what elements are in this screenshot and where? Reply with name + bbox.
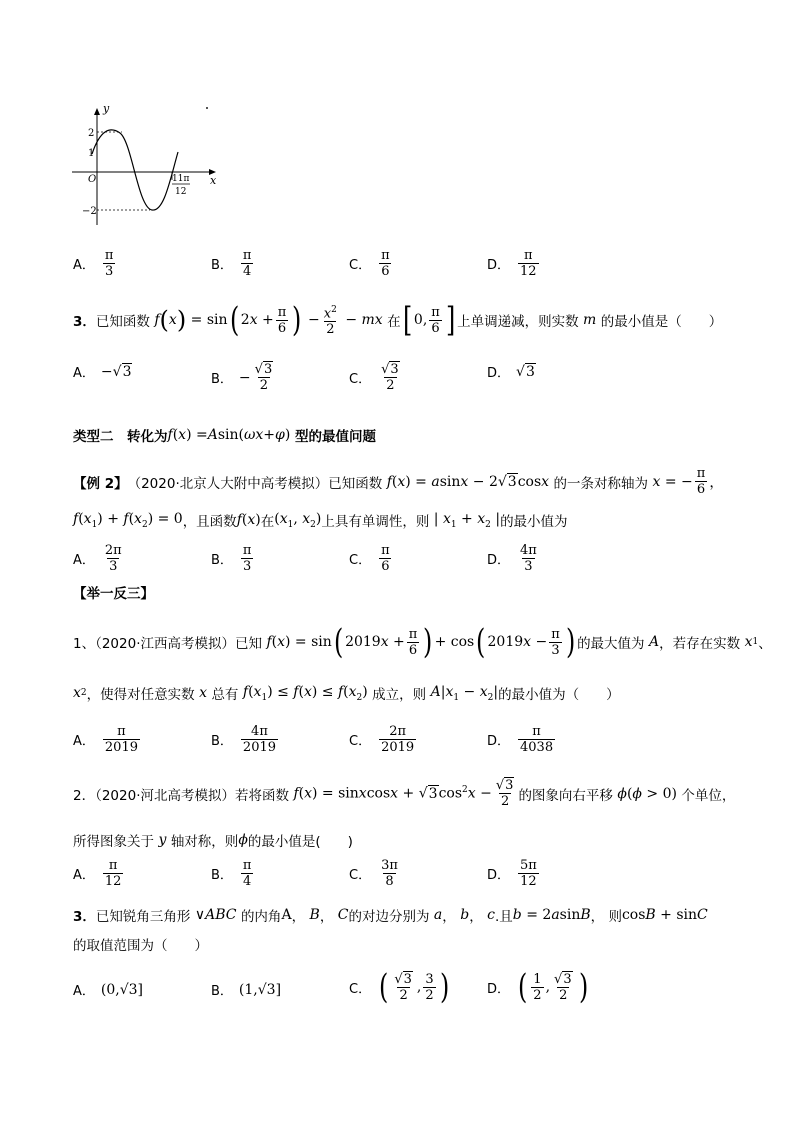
practice3-option-a[interactable]: A． (0,√3] bbox=[73, 981, 144, 999]
practice2-option-b[interactable]: B． $\frac{\pi}{4}$ bbox=[211, 858, 252, 889]
q3-stem: 3． 已知函数 f ( x ) = sin ( 2x + $\frac{\pi}{6}$ ) − $\frac{x^2}{2}$ − mx 在 [ 0, $\frac{\pi}{6}$ ] 上单调递减，则实数 m 的最小值是（ ） bbox=[73, 300, 723, 341]
q3-option-b[interactable]: B． − $\frac{√3}{2}$ bbox=[211, 362, 273, 393]
practice3-option-c[interactable]: C． ( $\frac{√3}{2}$ , $\frac{3}{2}$ ) bbox=[349, 967, 449, 1007]
practice3-option-d[interactable]: D． ( $\frac{1}{2}$ , $\frac{√3}{2}$ ) bbox=[487, 967, 588, 1007]
practice3-stem-line2: 的取值范围为（ ） bbox=[73, 938, 208, 954]
example2-stem-line2: $f(x_1) + f(x_2) = 0$ ，且函数 f(x) 在 ($x_1$, $x_2$) 上具有单调性，则 | $x_1 + x_2$ | 的最小值为 bbox=[73, 510, 568, 530]
practice1-option-d[interactable]: D． $\frac{\pi}{4038}$ bbox=[487, 724, 554, 755]
tick-neg2: −2 bbox=[82, 206, 97, 217]
example2-option-d[interactable]: D． $\frac{4\pi}{3}$ bbox=[487, 543, 537, 574]
origin-label: O bbox=[88, 174, 97, 185]
practice2-option-c[interactable]: C． $\frac{3\pi}{8}$ bbox=[349, 858, 398, 889]
practice2-option-d[interactable]: D． $\frac{5\pi}{12}$ bbox=[487, 858, 537, 889]
practice2-stem-line1: 2．（2020·河北高考模拟）若将函数 f(x) = sinxcosx + $√3\cos^2x$ − $\frac{√3}{2}$ 的图象向右平移 ϕ(ϕ > 0) 个单位， bbox=[73, 778, 736, 809]
practice1-option-c[interactable]: C． $\frac{2\pi}{2019}$ bbox=[349, 724, 415, 755]
tick-x-den: 12 bbox=[175, 187, 187, 197]
section-heading-type2: 类型二 转化为 f ( x ) = A sin( ωx + φ ) 型的最值问题 bbox=[73, 427, 377, 445]
q2-option-c[interactable]: C． $\frac{\pi}{6}$ bbox=[349, 248, 390, 279]
q3-option-d[interactable]: D． √3 bbox=[487, 363, 535, 381]
example2-option-a[interactable]: A． $\frac{2\pi}{3}$ bbox=[73, 543, 122, 574]
example2-option-c[interactable]: C． $\frac{\pi}{6}$ bbox=[349, 543, 390, 574]
tick-x-num: 11π bbox=[172, 174, 190, 184]
sine-graph bbox=[70, 100, 230, 230]
sine-curve bbox=[92, 130, 178, 210]
example2-stem-line1: 【例 2】 （2020·北京人大附中高考模拟）已知函数 f(x) = asinx − 2√3cosx 的一条对称轴为 x = − $\frac{\pi}{6}$ ， bbox=[73, 466, 724, 497]
y-axis-arrow bbox=[94, 108, 100, 115]
x-axis-label: x bbox=[210, 174, 217, 187]
section-heading-practice: 【举一反三】 bbox=[73, 586, 154, 602]
practice1-stem-line2: x 2 ，使得对任意实数 x 总有 $f(x_1) \le f(x) \le f(x_2)$ 成立，则 $A|x_1 - x_2|$ 的最小值为（ ） bbox=[73, 683, 620, 703]
q3-option-a[interactable]: A． −√3 bbox=[73, 363, 132, 381]
tick-1: 1 bbox=[88, 148, 95, 159]
y-axis-label: y bbox=[103, 102, 110, 115]
practice2-option-a[interactable]: A． $\frac{\pi}{12}$ bbox=[73, 858, 122, 889]
q3-option-c[interactable]: C． $\frac{√3}{2}$ bbox=[349, 362, 399, 393]
practice3-stem-line1: 3． 已知锐角三角形 ∨ABC 的内角 A ， B ， C 的对边分别为 a ， b ， c .且 b = 2asinB ， 则 cosB + sinC bbox=[73, 907, 708, 925]
practice1-option-a[interactable]: A． $\frac{\pi}{2019}$ bbox=[73, 724, 138, 755]
practice3-option-b[interactable]: B． (1,√3] bbox=[211, 981, 282, 999]
stray-dot bbox=[206, 107, 208, 109]
practice1-option-b[interactable]: B． $\frac{4\pi}{2019}$ bbox=[211, 724, 277, 755]
q2-option-a[interactable]: A． $\frac{\pi}{3}$ bbox=[73, 248, 114, 279]
q2-option-d[interactable]: D． $\frac{\pi}{12}$ bbox=[487, 248, 537, 279]
q2-option-b[interactable]: B． $\frac{\pi}{4}$ bbox=[211, 248, 252, 279]
tick-2: 2 bbox=[88, 128, 95, 139]
practice1-stem-line1: 1、（2020·江西高考模拟）已知 f(x) = sin ( 2019x + $\frac{\pi}{6}$ ) + cos ( 2019x − $\frac{\pi}{3}$ ) 的最大值为 A ，若存在实数 x 1 、 bbox=[73, 622, 772, 662]
example2-option-b[interactable]: B． $\frac{\pi}{3}$ bbox=[211, 543, 252, 574]
practice2-stem-line2: 所得图象关于 y 轴对称，则 ϕ 的最小值是( ) bbox=[73, 832, 353, 850]
